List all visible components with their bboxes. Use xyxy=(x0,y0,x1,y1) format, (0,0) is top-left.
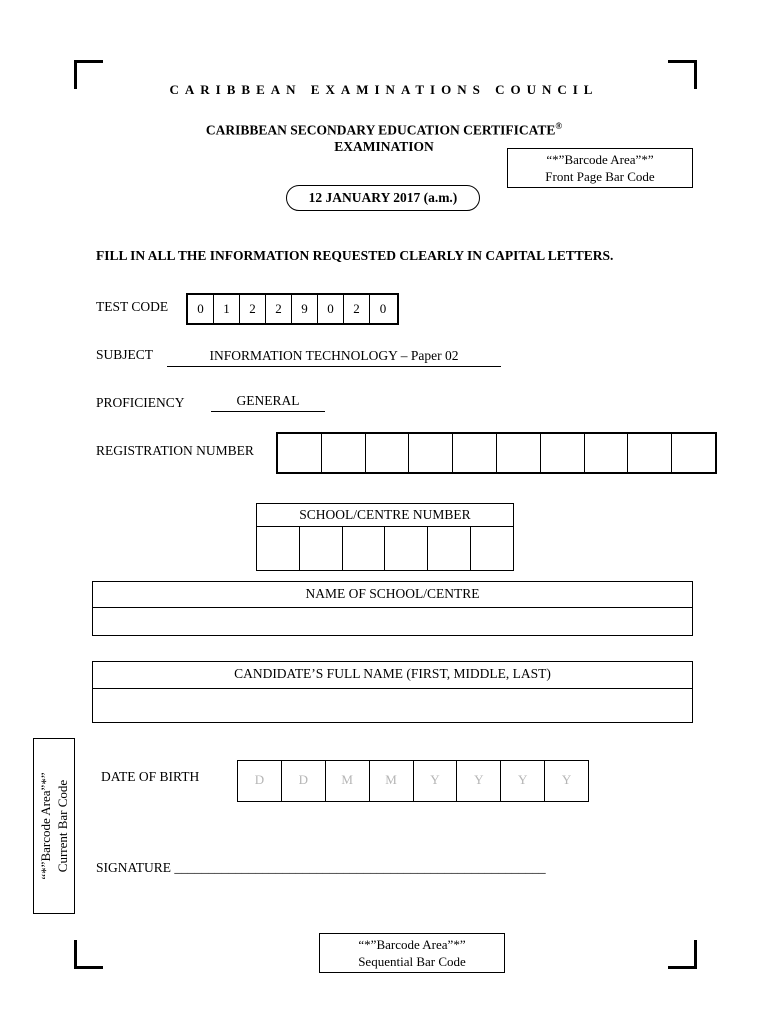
instruction-text: FILL IN ALL THE INFORMATION REQUESTED CLEARLY IN CAPITAL LETTERS. xyxy=(96,248,614,263)
test-code-digit: 2 xyxy=(266,295,292,323)
school-name-box xyxy=(92,581,693,636)
test-code-digit: 2 xyxy=(344,295,370,323)
dob-year-cell[interactable]: Y xyxy=(501,761,545,801)
barcode-caption: Current Bar Code xyxy=(55,779,70,873)
sequential-barcode-area xyxy=(319,933,505,973)
barcode-area-label: “*”Barcode Area”*” xyxy=(358,937,466,952)
barcode-area-label: “*”Barcode Area”*” xyxy=(38,772,53,880)
subject-value: INFORMATION TECHNOLOGY – Paper 02 xyxy=(167,348,501,367)
school-name-field[interactable] xyxy=(93,608,692,635)
test-code-digit: 1 xyxy=(214,295,240,323)
registration-number-cell[interactable] xyxy=(497,434,541,472)
corner-mark-bottom-right xyxy=(668,940,697,969)
school-centre-number-cell[interactable] xyxy=(343,527,386,570)
school-name-label: NAME OF SCHOOL/CENTRE xyxy=(93,582,692,608)
test-code-digit: 9 xyxy=(292,295,318,323)
barcode-caption: Front Page Bar Code xyxy=(545,169,655,184)
registration-number-label: REGISTRATION NUMBER xyxy=(96,443,254,458)
dob-year-cell[interactable]: Y xyxy=(457,761,501,801)
dob-month-cell[interactable]: M xyxy=(370,761,414,801)
school-centre-number-box xyxy=(256,503,514,571)
registration-number-boxes xyxy=(276,432,717,474)
school-centre-number-label: SCHOOL/CENTRE NUMBER xyxy=(299,507,471,522)
dob-day-cell[interactable]: D xyxy=(238,761,282,801)
barcode-caption: Sequential Bar Code xyxy=(358,954,466,969)
certificate-line-1: CARIBBEAN SECONDARY EDUCATION CERTIFICATE xyxy=(205,122,556,138)
corner-mark-bottom-left xyxy=(74,940,103,969)
dob-day-cell[interactable]: D xyxy=(282,761,326,801)
barcode-area-label: “*”Barcode Area”*” xyxy=(546,152,654,167)
registration-number-cell[interactable] xyxy=(322,434,366,472)
school-centre-number-cell[interactable] xyxy=(471,527,513,570)
subject-label: SUBJECT xyxy=(96,347,154,362)
current-barcode-text xyxy=(37,772,71,879)
exam-date-badge: 12 JANUARY 2017 (a.m.) xyxy=(286,185,480,211)
dob-year-cell[interactable]: Y xyxy=(561,772,572,787)
date-of-birth-boxes xyxy=(237,760,589,802)
candidate-name-box xyxy=(92,661,693,723)
school-centre-number-cell[interactable] xyxy=(428,527,471,570)
registration-number-cell[interactable] xyxy=(366,434,410,472)
signature-row xyxy=(96,860,546,876)
current-barcode-area xyxy=(33,738,75,914)
school-centre-number-cell[interactable] xyxy=(385,527,428,570)
test-code-digit: 0 xyxy=(318,295,344,323)
registration-number-cell[interactable] xyxy=(585,434,629,472)
signature-line[interactable]: _______________________________________________________ xyxy=(174,860,546,875)
proficiency-value: GENERAL xyxy=(211,393,325,412)
candidate-name-label: CANDIDATE’S FULL NAME (FIRST, MIDDLE, LAST) xyxy=(93,662,692,689)
council-title: CARIBBEAN EXAMINATIONS COUNCIL xyxy=(169,82,599,97)
registration-number-cell[interactable] xyxy=(672,434,715,472)
school-centre-number-cell[interactable] xyxy=(257,527,300,570)
dob-year-cell[interactable]: Y xyxy=(414,761,458,801)
date-of-birth-label: DATE OF BIRTH xyxy=(101,769,200,784)
front-page-barcode-area xyxy=(507,148,693,188)
dob-month-cell[interactable]: M xyxy=(326,761,370,801)
registration-number-cell[interactable] xyxy=(409,434,453,472)
proficiency-label: PROFICIENCY xyxy=(96,395,185,410)
test-code-boxes xyxy=(186,293,399,325)
registration-number-cell[interactable] xyxy=(453,434,497,472)
test-code-digit: 0 xyxy=(188,295,214,323)
registration-number-cell[interactable] xyxy=(541,434,585,472)
registration-number-cell[interactable] xyxy=(628,434,672,472)
test-code-digit: 0 xyxy=(379,301,387,316)
candidate-name-field[interactable] xyxy=(93,689,692,722)
school-centre-number-cell[interactable] xyxy=(300,527,343,570)
school-centre-number-boxes xyxy=(257,526,513,570)
test-code-digit: 2 xyxy=(240,295,266,323)
registration-number-cell[interactable] xyxy=(278,434,322,472)
registered-mark: ® xyxy=(555,121,563,131)
signature-label: SIGNATURE xyxy=(96,860,172,875)
certificate-line-2: EXAMINATION xyxy=(334,138,434,154)
test-code-label: TEST CODE xyxy=(96,299,169,314)
